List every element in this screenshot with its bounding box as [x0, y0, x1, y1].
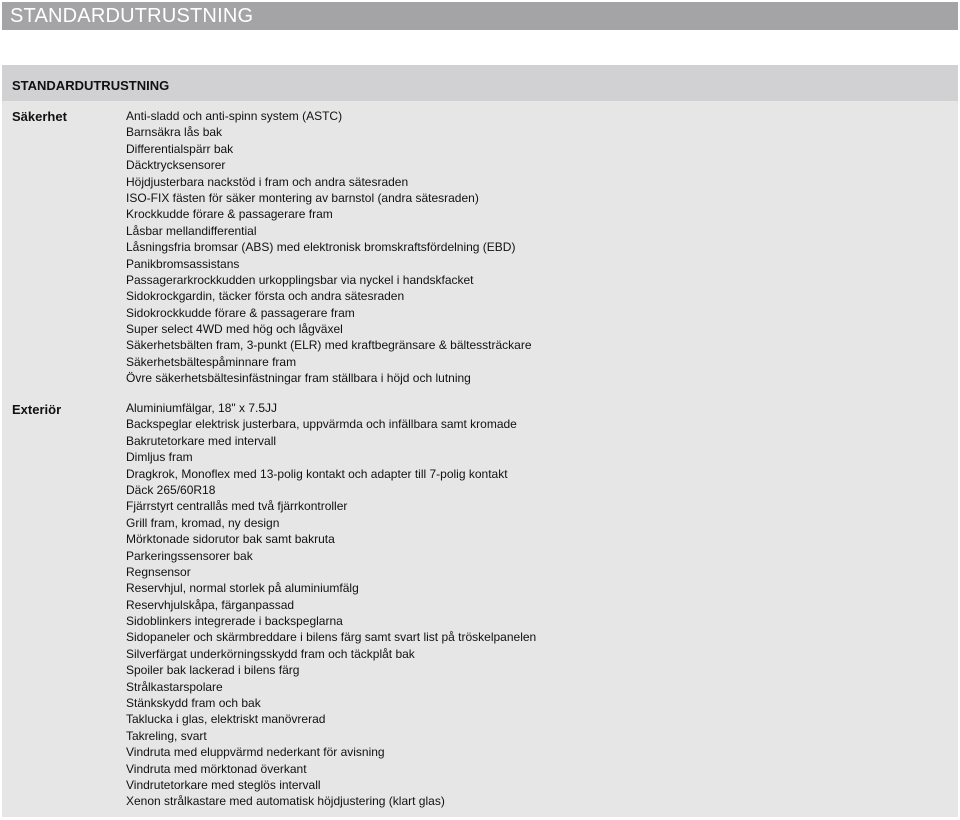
page-title-bar: [2, 2, 958, 30]
list-item: Backspeglar elektrisk justerbara, uppvärmda och infällbara samt kromade: [126, 417, 517, 432]
list-item: Regnsensor: [126, 564, 191, 579]
page-title: STANDARDUTRUSTNING: [10, 5, 254, 27]
list-item: Mörktonade sidorutor bak samt bakruta: [126, 532, 335, 547]
list-item: Silverfärgat underkörningsskydd fram och täckplåt bak: [126, 646, 415, 661]
list-item: Stänkskydd fram och bak: [126, 696, 261, 711]
section-label-exterior: Exteriör: [12, 402, 62, 417]
list-item: Strålkastarspolare: [126, 679, 223, 694]
list-item: Sidokrockgardin, täcker första och andra sätesraden: [126, 289, 405, 304]
list-item: Sidoblinkers integrerade i backspeglarna: [126, 614, 343, 629]
list-item: Passagerarkrockkudden urkopplingsbar via nyckel i handskfacket: [126, 272, 474, 287]
list-item: Låsningsfria bromsar (ABS) med elektronisk bromskraftsfördelning (EBD): [126, 240, 516, 255]
list-item: Grill fram, kromad, ny design: [126, 515, 280, 530]
list-item: Låsbar mellandifferential: [126, 223, 257, 238]
list-item: Däcktrycksensorer: [126, 158, 226, 173]
list-item: Anti-sladd och anti-spinn system (ASTC): [126, 109, 343, 123]
list-item: Krockkudde förare & passagerare fram: [126, 207, 333, 222]
section-list-exterior: [126, 400, 536, 810]
list-item: Säkerhetsbälten fram, 3-punkt (ELR) med kraftbegränsare & bältessträckare: [126, 338, 532, 353]
equipment-panel: [2, 65, 958, 817]
list-item: Parkeringssensorer bak: [126, 548, 253, 563]
list-item: Spoiler bak lackerad i bilens färg: [126, 663, 300, 678]
list-item: Sidopaneler och skärmbreddare i bilens färg samt svart list på tröskelpanelen: [126, 630, 537, 645]
list-item: Aluminiumfälgar, 18" x 7.5JJ: [126, 401, 277, 415]
list-item: Reservhjulskåpa, färganpassad: [126, 597, 295, 612]
list-item: Dragkrok, Monoflex med 13-polig kontakt och adapter till 7-polig kontakt: [126, 466, 508, 481]
list-item: Reservhjul, normal storlek på aluminiumfälg: [126, 581, 359, 596]
list-item: Säkerhetsbältespåminnare fram: [126, 354, 297, 369]
section-label-sakerhet: Säkerhet: [12, 109, 67, 124]
list-item: Övre säkerhetsbältesinfästningar fram ställbara i höjd och lutning: [126, 371, 471, 386]
list-item: Panikbromsassistans: [126, 256, 240, 271]
list-item: Höjdjusterbara nackstöd i fram och andra sätesraden: [126, 174, 409, 189]
list-item: Barnsäkra lås bak: [126, 125, 223, 140]
panel-header-title: STANDARDUTRUSTNING: [12, 78, 170, 93]
list-item: Dimljus fram: [126, 450, 193, 465]
list-item: Super select 4WD med hög och lågväxel: [126, 322, 343, 337]
list-item: Vindruta med eluppvärmd nederkant för avisning: [126, 745, 385, 760]
list-item: Xenon strålkastare med automatisk höjdjustering (klart glas): [126, 794, 445, 809]
list-item: Vindruta med mörktonad överkant: [126, 761, 307, 776]
list-item: Vindrutetorkare med steglös intervall: [126, 777, 321, 792]
list-item: Takreling, svart: [126, 728, 207, 743]
list-item: ISO-FIX fästen för säker montering av barnstol (andra sätesraden): [126, 190, 479, 205]
list-item: Taklucka i glas, elektriskt manövrerad: [126, 712, 326, 727]
section-list-sakerhet: [126, 108, 532, 387]
list-item: Fjärrstyrt centrallås med två fjärrkontroller: [126, 499, 348, 514]
panel-header: [2, 65, 958, 101]
list-item: Däck 265/60R18: [126, 482, 216, 497]
list-item: Differentialspärr bak: [126, 141, 234, 156]
list-item: Bakrutetorkare med intervall: [126, 433, 277, 448]
list-item: Sidokrockkudde förare & passagerare fram: [126, 305, 355, 320]
